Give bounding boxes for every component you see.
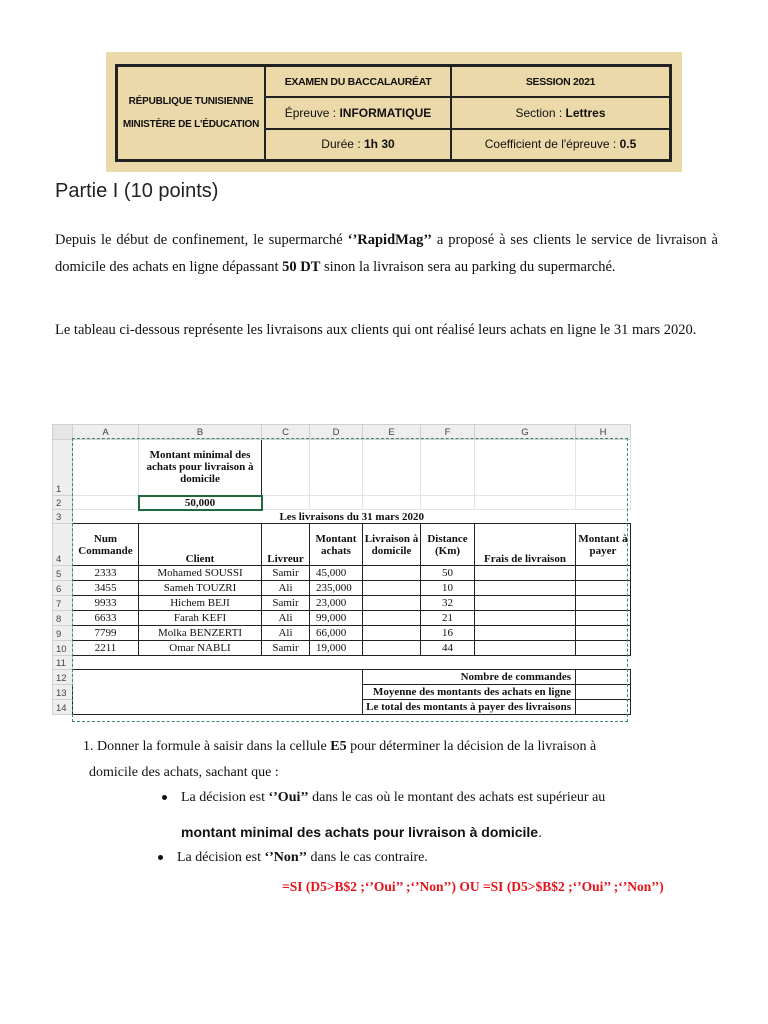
cell-montant[interactable]: 45,000 [310,566,363,581]
cell-client[interactable]: Hichem BEJI [139,596,262,611]
bullet-text: La décision est [181,790,269,805]
row-number[interactable]: 3 [53,510,73,524]
exam-name: EXAMEN DU BACCALAURÉAT [265,66,451,97]
cell-frais[interactable] [475,626,576,641]
answer-formula: =SI (D5>B$2 ;‘’Oui’’ ;‘’Non’’) OU =SI (D5>$B$2 ;‘’Oui’’ ;‘’Non’’) [282,879,664,894]
cell-client[interactable]: Omar NABLI [139,641,262,656]
exam-section [451,97,670,128]
header-montant-achats[interactable]: Montant achats [310,524,363,566]
cell-num[interactable]: 2211 [73,641,139,656]
spreadsheet [52,424,630,724]
column-header[interactable]: A [73,425,139,440]
country-label: RÉPUBLIQUE TUNISIENNE [128,96,254,107]
table-title[interactable]: Les livraisons du 31 mars 2020 [73,510,631,524]
summary-value[interactable] [576,670,631,685]
cell-payer[interactable] [576,641,631,656]
cell-num[interactable]: 3455 [73,581,139,596]
bullet-oui-continuation [181,822,542,842]
bullet-text: dans le cas contraire. [307,850,428,865]
table-row [53,626,631,641]
cell-livraison[interactable] [363,581,421,596]
duree-value: 1h 30 [364,137,395,152]
cell-montant[interactable]: 19,000 [310,641,363,656]
section-value: Lettres [565,105,606,120]
cell-livreur[interactable]: Samir [262,596,310,611]
cell[interactable] [576,496,631,510]
table-row [53,566,631,581]
intro-text-c: sinon la livraison sera au parking du supermarché. [320,259,616,275]
cell-num[interactable]: 7799 [73,626,139,641]
cell-distance[interactable]: 50 [421,566,475,581]
header-row [53,524,631,566]
bullet-text: La décision est [177,850,265,865]
column-header-row [53,425,631,440]
table-row [53,596,631,611]
row-number[interactable]: 8 [53,611,73,626]
summary-label-commandes[interactable]: Nombre de commandes [363,670,576,685]
threshold-phrase: montant minimal des achats pour livraison à domicile [181,824,539,840]
cell[interactable] [262,496,310,510]
cell-livreur[interactable]: Samir [262,566,310,581]
bullet-oui [162,788,605,808]
coef-label: Coefficient de l'épreuve : [484,137,617,152]
header-client[interactable]: Client [139,524,262,566]
cell-payer[interactable] [576,596,631,611]
cell[interactable] [310,496,363,510]
exam-duree [265,129,451,160]
cell-b1[interactable]: Montant minimal des achats pour livraison à domicile [139,440,262,496]
cell-client[interactable]: Sameh TOUZRI [139,581,262,596]
exam-session: SESSION 2021 [451,66,670,97]
decision-oui: ‘’Oui’’ [268,790,309,805]
cell-livreur[interactable]: Ali [262,611,310,626]
exam-institution [117,66,265,160]
column-header[interactable]: B [139,425,262,440]
column-header[interactable]: H [576,425,631,440]
sheet-row [53,440,631,496]
header-distance[interactable]: Distance (Km) [421,524,475,566]
threshold-amount: 50 DT [282,259,321,275]
cell-distance[interactable]: 16 [421,626,475,641]
row-number[interactable]: 5 [53,566,73,581]
cell[interactable] [363,440,421,496]
cell[interactable] [475,440,576,496]
exam-coefficient [451,129,670,160]
header-montant-payer[interactable]: Montant à payer [576,524,631,566]
cell-b2[interactable]: 50,000 [139,496,262,510]
cell[interactable] [73,440,139,496]
sheet-row [53,656,631,670]
cell-frais[interactable] [475,581,576,596]
header-frais-livraison[interactable]: Frais de livraison [475,524,576,566]
exam-header-grid [115,64,672,162]
header-livraison-domicile[interactable]: Livraison à domicile [363,524,421,566]
cell-frais[interactable] [475,611,576,626]
intro-text-a: Depuis le début de confinement, le supermarché [55,232,348,248]
table-row [53,581,631,596]
epreuve-label: Épreuve : [284,105,337,120]
cell-livraison[interactable] [363,626,421,641]
cell[interactable] [310,440,363,496]
row-number[interactable]: 12 [53,670,73,685]
summary-label-moyenne[interactable]: Moyenne des montants des achats en ligne [363,685,576,700]
header-num-commande[interactable]: Num Commande [73,524,139,566]
cell-livreur[interactable]: Samir [262,641,310,656]
epreuve-value: INFORMATIQUE [339,105,432,120]
summary-label-total[interactable]: Le total des montants à payer des livraisons [363,700,576,715]
row-number[interactable]: 4 [53,524,73,566]
cell-distance[interactable]: 44 [421,641,475,656]
cell-frais[interactable] [475,596,576,611]
question-text: 1. Donner la formule à saisir dans la cellule [83,739,331,754]
cell-reference: E5 [330,739,347,754]
column-header[interactable]: C [262,425,310,440]
cell-num[interactable]: 2333 [73,566,139,581]
cell-montant[interactable]: 235,000 [310,581,363,596]
cell-payer[interactable] [576,626,631,641]
column-header[interactable]: D [310,425,363,440]
cell-livraison[interactable] [363,641,421,656]
duree-label: Durée : [321,137,361,152]
column-header[interactable]: G [475,425,576,440]
intro-paragraph-1 [55,227,718,281]
coef-value: 0.5 [619,137,637,152]
bullet-icon [158,855,163,860]
cell-num[interactable]: 6633 [73,611,139,626]
cell-client[interactable]: Mohamed SOUSSI [139,566,262,581]
intro-text-b: a proposé à ses clients le service de livraison à domicile des achats en ligne dépassant [55,232,718,275]
select-all-corner[interactable] [53,425,73,440]
question-1-line-1 [83,737,596,757]
exam-epreuve [265,97,451,128]
cell-livreur[interactable]: Ali [262,581,310,596]
cell[interactable] [421,496,475,510]
row-number[interactable]: 13 [53,685,73,700]
summary-value[interactable] [576,685,631,700]
row-number[interactable]: 11 [53,656,73,670]
cell-num[interactable]: 9933 [73,596,139,611]
row-number[interactable]: 9 [53,626,73,641]
row-number[interactable]: 14 [53,700,73,715]
sheet-row [53,510,631,524]
cell-livraison[interactable] [363,611,421,626]
cell-client[interactable]: Farah KEFI [139,611,262,626]
empty-row[interactable] [73,656,631,670]
summary-value[interactable] [576,700,631,715]
sheet-row [53,496,631,510]
row-number[interactable]: 10 [53,641,73,656]
cell-livraison[interactable] [363,596,421,611]
row-number[interactable]: 1 [53,440,73,496]
cell-montant[interactable]: 66,000 [310,626,363,641]
cell-montant[interactable]: 23,000 [310,596,363,611]
row-number[interactable]: 7 [53,596,73,611]
part-title: Partie I (10 points) [55,180,219,202]
cell-distance[interactable]: 32 [421,596,475,611]
section-label: Section : [515,105,563,120]
header-livreur[interactable]: Livreur [262,524,310,566]
cell[interactable] [576,440,631,496]
decision-non: ‘’Non’’ [264,850,307,865]
cell-client[interactable]: Molka BENZERTI [139,626,262,641]
bullet-end: . [538,824,542,840]
exam-header [106,52,682,172]
cell-payer[interactable] [576,581,631,596]
spreadsheet-table [52,424,631,715]
cell[interactable] [363,496,421,510]
cell[interactable] [421,440,475,496]
column-header[interactable]: E [363,425,421,440]
bullet-icon [162,795,167,800]
cell-distance[interactable]: 10 [421,581,475,596]
cell-e5[interactable] [363,566,421,581]
row-number[interactable]: 6 [53,581,73,596]
summary-merged-blank[interactable] [73,670,363,715]
intro-paragraph-2: Le tableau ci-dessous représente les livraisons aux clients qui ont réalisé leurs achats en ligne le 31 mars 2020. [55,322,697,338]
cell[interactable] [475,496,576,510]
cell-montant[interactable]: 99,000 [310,611,363,626]
cell-frais[interactable] [475,566,576,581]
cell[interactable] [73,496,139,510]
question-1-line-2: domicile des achats, sachant que : [89,765,279,780]
table-row [53,641,631,656]
question-text: pour déterminer la décision de la livraison à [346,739,597,754]
cell-payer[interactable] [576,566,631,581]
cell-frais[interactable] [475,641,576,656]
cell[interactable] [262,440,310,496]
column-header[interactable]: F [421,425,475,440]
store-name: ‘’RapidMag’’ [347,232,432,248]
cell-distance[interactable]: 21 [421,611,475,626]
bullet-text: dans le cas où le montant des achats est supérieur au [308,790,606,805]
cell-livreur[interactable]: Ali [262,626,310,641]
bullet-non [158,848,428,868]
table-row [53,611,631,626]
summary-row [53,670,631,685]
row-number[interactable]: 2 [53,496,73,510]
cell-payer[interactable] [576,611,631,626]
ministry-label: MINISTÈRE DE L'ÉDUCATION [122,119,260,130]
